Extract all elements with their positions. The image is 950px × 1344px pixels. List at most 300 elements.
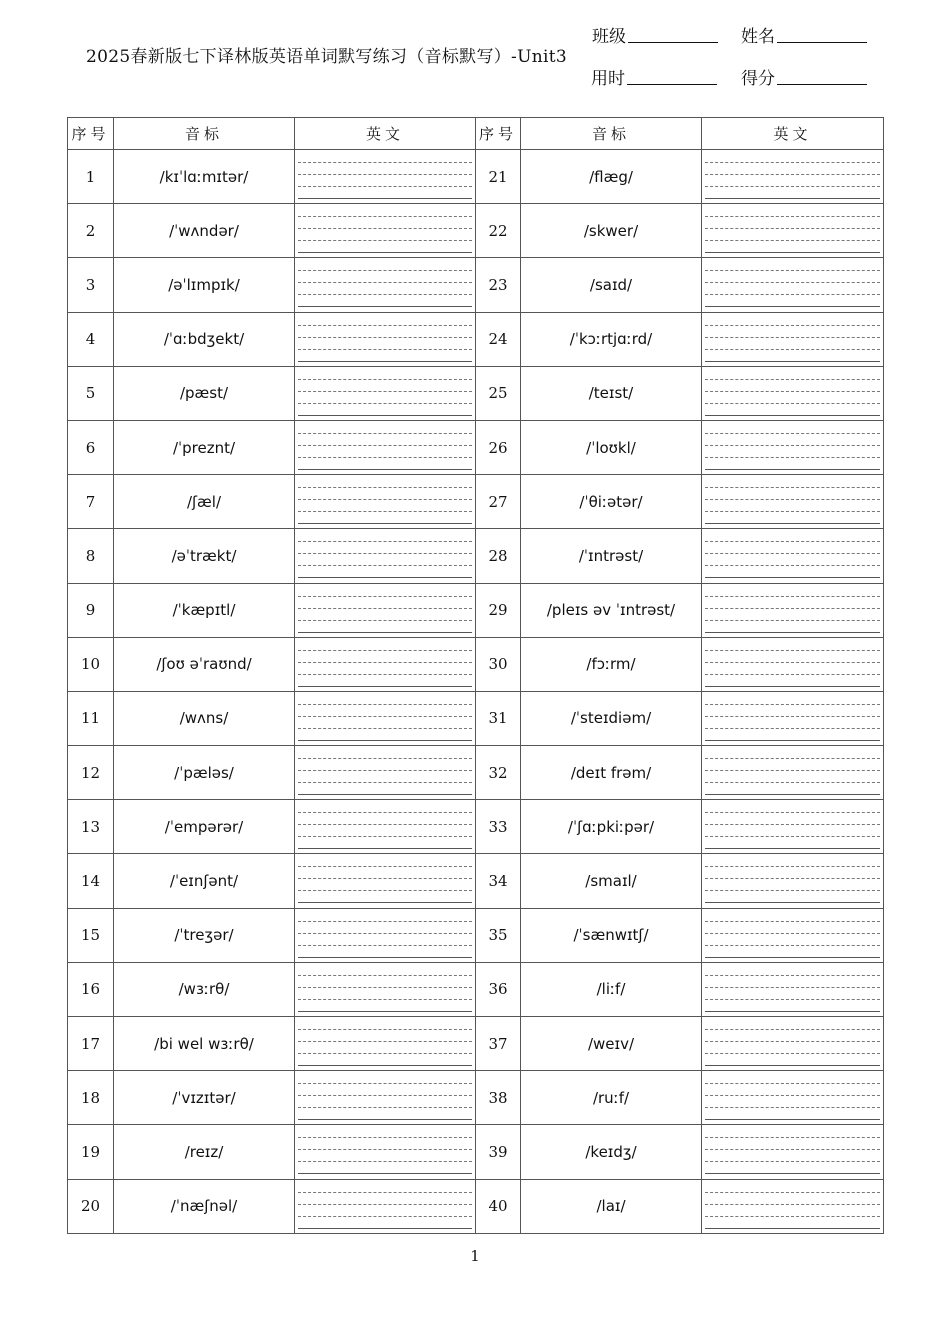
writing-guide-line (705, 216, 880, 217)
writing-guide-line (298, 252, 472, 253)
item-number: 33 (476, 800, 521, 854)
writing-guide-line (298, 240, 472, 241)
phonetic-transcription: /liːf/ (521, 962, 702, 1016)
writing-guide-line (298, 620, 472, 621)
answer-blank[interactable] (295, 800, 476, 854)
writing-guide-line (705, 415, 880, 416)
dictation-table (67, 117, 884, 1234)
writing-guide-line (705, 499, 880, 500)
item-number: 29 (476, 583, 521, 637)
table-row (68, 637, 884, 691)
answer-blank[interactable] (702, 475, 884, 529)
table-row (68, 1179, 884, 1233)
name-label: 姓名 (741, 27, 775, 47)
writing-guide-line (705, 349, 880, 350)
writing-guide-line (705, 541, 880, 542)
writing-guide-line (298, 403, 472, 404)
writing-guide-line (298, 1137, 472, 1138)
writing-guide-line (705, 890, 880, 891)
writing-guide-line (705, 650, 880, 651)
writing-guide-line (705, 240, 880, 241)
answer-blank[interactable] (702, 691, 884, 745)
table-row (68, 583, 884, 637)
writing-guide-line (705, 523, 880, 524)
answer-blank[interactable] (295, 204, 476, 258)
phonetic-transcription: /ˈtreʒər/ (114, 908, 295, 962)
phonetic-transcription: /bi wel wɜːrθ/ (114, 1017, 295, 1071)
writing-guide-line (705, 1029, 880, 1030)
writing-guide-line (705, 337, 880, 338)
writing-guide-line (705, 824, 880, 825)
writing-guide-line (705, 403, 880, 404)
item-number: 40 (476, 1179, 521, 1233)
item-number: 37 (476, 1017, 521, 1071)
writing-guide-line (705, 1228, 880, 1229)
writing-guide-line (705, 306, 880, 307)
writing-guide-line (298, 523, 472, 524)
item-number: 13 (68, 800, 114, 854)
table-row (68, 854, 884, 908)
writing-guide-line (298, 565, 472, 566)
item-number: 20 (68, 1179, 114, 1233)
answer-blank[interactable] (295, 1071, 476, 1125)
item-number: 3 (68, 258, 114, 312)
writing-guide-line (298, 596, 472, 597)
item-number: 34 (476, 854, 521, 908)
writing-guide-line (298, 174, 472, 175)
time-label: 用时 (591, 69, 625, 89)
header-phonetic: 音标 (521, 118, 702, 150)
writing-guide-line (298, 632, 472, 633)
writing-guide-line (298, 812, 472, 813)
writing-guide-line (298, 499, 472, 500)
writing-guide-line (705, 782, 880, 783)
score-label: 得分 (741, 69, 775, 89)
answer-blank[interactable] (295, 312, 476, 366)
writing-guide-line (298, 1173, 472, 1174)
item-number: 39 (476, 1125, 521, 1179)
writing-guide-line (298, 824, 472, 825)
phonetic-transcription: /wʌns/ (114, 691, 295, 745)
phonetic-transcription: /ruːf/ (521, 1071, 702, 1125)
writing-guide-line (298, 457, 472, 458)
writing-guide-line (705, 866, 880, 867)
writing-guide-line (298, 415, 472, 416)
time-field (591, 64, 717, 89)
phonetic-transcription: /ʃoʊ əˈraʊnd/ (114, 637, 295, 691)
item-number: 31 (476, 691, 521, 745)
class-blank[interactable] (628, 41, 718, 43)
writing-guide-line (298, 866, 472, 867)
writing-guide-line (705, 632, 880, 633)
writing-guide-line (705, 921, 880, 922)
item-number: 16 (68, 962, 114, 1016)
answer-blank[interactable] (702, 312, 884, 366)
table-row (68, 746, 884, 800)
answer-blank[interactable] (702, 1017, 884, 1071)
writing-guide-line (705, 957, 880, 958)
table-row (68, 1071, 884, 1125)
writing-guide-line (705, 662, 880, 663)
writing-guide-line (298, 957, 472, 958)
writing-guide-line (298, 987, 472, 988)
phonetic-transcription: /ˈɪntrəst/ (521, 529, 702, 583)
writing-guide-line (298, 650, 472, 651)
name-field (741, 22, 867, 47)
answer-blank[interactable] (702, 366, 884, 420)
writing-guide-line (705, 812, 880, 813)
class-label: 班级 (592, 27, 626, 47)
header-number: 序号 (476, 118, 521, 150)
item-number: 35 (476, 908, 521, 962)
writing-guide-line (298, 294, 472, 295)
table-row (68, 1125, 884, 1179)
item-number: 9 (68, 583, 114, 637)
phonetic-transcription: /weɪv/ (521, 1017, 702, 1071)
writing-guide-line (705, 608, 880, 609)
answer-blank[interactable] (295, 746, 476, 800)
answer-blank[interactable] (295, 1017, 476, 1071)
phonetic-transcription: /ˈpreznt/ (114, 420, 295, 474)
header-phonetic: 音标 (114, 118, 295, 150)
writing-guide-line (298, 282, 472, 283)
answer-blank[interactable] (702, 204, 884, 258)
phonetic-transcription: /ˈkɔːrtjɑːrd/ (521, 312, 702, 366)
table-row (68, 1017, 884, 1071)
writing-guide-line (705, 836, 880, 837)
table-row (68, 908, 884, 962)
phonetic-transcription: /fɔːrm/ (521, 637, 702, 691)
writing-guide-line (705, 391, 880, 392)
answer-blank[interactable] (295, 854, 476, 908)
writing-guide-line (298, 433, 472, 434)
writing-guide-line (705, 686, 880, 687)
writing-guide-line (705, 433, 880, 434)
writing-guide-line (705, 511, 880, 512)
writing-guide-line (705, 553, 880, 554)
phonetic-transcription: /smaɪl/ (521, 854, 702, 908)
writing-guide-line (298, 1161, 472, 1162)
writing-guide-line (298, 1065, 472, 1066)
item-number: 8 (68, 529, 114, 583)
item-number: 15 (68, 908, 114, 962)
phonetic-transcription: /ˈpæləs/ (114, 746, 295, 800)
writing-guide-line (298, 836, 472, 837)
class-field (592, 22, 718, 47)
answer-blank[interactable] (702, 800, 884, 854)
writing-guide-line (298, 902, 472, 903)
phonetic-transcription: /pæst/ (114, 366, 295, 420)
writing-guide-line (705, 728, 880, 729)
writing-guide-line (705, 758, 880, 759)
writing-guide-line (298, 945, 472, 946)
answer-blank[interactable] (702, 529, 884, 583)
writing-guide-line (298, 1204, 472, 1205)
writing-guide-line (298, 728, 472, 729)
phonetic-transcription: /ˈeɪnʃənt/ (114, 854, 295, 908)
writing-guide-line (705, 379, 880, 380)
writing-guide-line (705, 704, 880, 705)
phonetic-transcription: /skwer/ (521, 204, 702, 258)
writing-guide-line (705, 1137, 880, 1138)
table-row (68, 366, 884, 420)
writing-guide-line (705, 794, 880, 795)
writing-guide-line (705, 1041, 880, 1042)
answer-blank[interactable] (702, 150, 884, 204)
writing-guide-line (298, 878, 472, 879)
table-header-row (68, 118, 884, 150)
writing-guide-line (705, 1119, 880, 1120)
writing-guide-line (705, 162, 880, 163)
item-number: 11 (68, 691, 114, 745)
table-row (68, 529, 884, 583)
item-number: 22 (476, 204, 521, 258)
answer-blank[interactable] (702, 1071, 884, 1125)
writing-guide-line (298, 1107, 472, 1108)
phonetic-transcription: /ˈempərər/ (114, 800, 295, 854)
answer-blank[interactable] (295, 637, 476, 691)
item-number: 4 (68, 312, 114, 366)
writing-guide-line (705, 228, 880, 229)
phonetic-transcription: /ʃæl/ (114, 475, 295, 529)
answer-blank[interactable] (295, 962, 476, 1016)
item-number: 1 (68, 150, 114, 204)
writing-guide-line (298, 704, 472, 705)
writing-guide-line (298, 1228, 472, 1229)
item-number: 25 (476, 366, 521, 420)
writing-guide-line (298, 782, 472, 783)
table-row (68, 691, 884, 745)
writing-guide-line (298, 1011, 472, 1012)
answer-blank[interactable] (702, 1125, 884, 1179)
writing-guide-line (298, 1053, 472, 1054)
writing-guide-line (705, 282, 880, 283)
answer-blank[interactable] (702, 746, 884, 800)
table-row (68, 800, 884, 854)
writing-guide-line (298, 770, 472, 771)
phonetic-transcription: /teɪst/ (521, 366, 702, 420)
writing-guide-line (705, 325, 880, 326)
writing-guide-line (298, 216, 472, 217)
writing-guide-line (705, 1011, 880, 1012)
phonetic-transcription: /ˈsteɪdiəm/ (521, 691, 702, 745)
writing-guide-line (705, 902, 880, 903)
item-number: 32 (476, 746, 521, 800)
writing-guide-line (298, 686, 472, 687)
writing-guide-line (298, 921, 472, 922)
item-number: 19 (68, 1125, 114, 1179)
answer-blank[interactable] (295, 150, 476, 204)
score-field (741, 64, 867, 89)
table-row (68, 312, 884, 366)
writing-guide-line (298, 445, 472, 446)
phonetic-transcription: /wɜːrθ/ (114, 962, 295, 1016)
phonetic-transcription: /ˈwʌndər/ (114, 204, 295, 258)
phonetic-transcription: /ˈvɪzɪtər/ (114, 1071, 295, 1125)
table-row (68, 475, 884, 529)
writing-guide-line (705, 987, 880, 988)
answer-blank[interactable] (295, 1179, 476, 1233)
item-number: 18 (68, 1071, 114, 1125)
writing-guide-line (298, 162, 472, 163)
table-row (68, 962, 884, 1016)
writing-guide-line (298, 608, 472, 609)
header-number: 序号 (68, 118, 114, 150)
answer-blank[interactable] (295, 258, 476, 312)
writing-guide-line (298, 1041, 472, 1042)
writing-guide-line (705, 740, 880, 741)
writing-guide-line (298, 577, 472, 578)
writing-guide-line (298, 186, 472, 187)
table-row (68, 258, 884, 312)
item-number: 24 (476, 312, 521, 366)
writing-guide-line (298, 890, 472, 891)
phonetic-transcription: /ˈθiːətər/ (521, 475, 702, 529)
phonetic-transcription: /əˈtrækt/ (114, 529, 295, 583)
answer-blank[interactable] (295, 583, 476, 637)
writing-guide-line (298, 1192, 472, 1193)
table-row (68, 420, 884, 474)
time-blank[interactable] (627, 83, 717, 85)
writing-guide-line (705, 565, 880, 566)
writing-guide-line (705, 620, 880, 621)
writing-guide-line (705, 1161, 880, 1162)
writing-guide-line (705, 975, 880, 976)
writing-guide-line (705, 186, 880, 187)
writing-guide-line (298, 1149, 472, 1150)
answer-blank[interactable] (295, 420, 476, 474)
phonetic-transcription: /reɪz/ (114, 1125, 295, 1179)
phonetic-transcription: /pleɪs əv ˈɪntrəst/ (521, 583, 702, 637)
writing-guide-line (705, 1204, 880, 1205)
writing-guide-line (705, 1053, 880, 1054)
answer-blank[interactable] (702, 583, 884, 637)
phonetic-transcription: /laɪ/ (521, 1179, 702, 1233)
answer-blank[interactable] (702, 908, 884, 962)
writing-guide-line (705, 457, 880, 458)
phonetic-transcription: /flæg/ (521, 150, 702, 204)
item-number: 12 (68, 746, 114, 800)
writing-guide-line (298, 716, 472, 717)
item-number: 6 (68, 420, 114, 474)
writing-guide-line (705, 361, 880, 362)
writing-guide-line (705, 999, 880, 1000)
phonetic-transcription: /deɪt frəm/ (521, 746, 702, 800)
writing-guide-line (298, 1029, 472, 1030)
writing-guide-line (705, 674, 880, 675)
writing-guide-line (298, 511, 472, 512)
answer-blank[interactable] (295, 908, 476, 962)
writing-guide-line (298, 933, 472, 934)
writing-guide-line (298, 325, 472, 326)
writing-guide-line (298, 228, 472, 229)
item-number: 36 (476, 962, 521, 1016)
writing-guide-line (298, 662, 472, 663)
writing-guide-line (298, 674, 472, 675)
name-blank[interactable] (777, 41, 867, 43)
writing-guide-line (705, 174, 880, 175)
writing-guide-line (298, 349, 472, 350)
writing-guide-line (298, 541, 472, 542)
phonetic-transcription: /keɪdʒ/ (521, 1125, 702, 1179)
answer-blank[interactable] (295, 366, 476, 420)
writing-guide-line (705, 933, 880, 934)
item-number: 2 (68, 204, 114, 258)
writing-guide-line (298, 270, 472, 271)
writing-guide-line (705, 1173, 880, 1174)
item-number: 17 (68, 1017, 114, 1071)
answer-blank[interactable] (702, 854, 884, 908)
writing-guide-line (298, 469, 472, 470)
phonetic-transcription: /ˈnæʃnəl/ (114, 1179, 295, 1233)
writing-guide-line (298, 391, 472, 392)
writing-guide-line (298, 487, 472, 488)
answer-blank[interactable] (702, 637, 884, 691)
writing-guide-line (298, 553, 472, 554)
writing-guide-line (298, 337, 472, 338)
writing-guide-line (298, 379, 472, 380)
writing-guide-line (705, 198, 880, 199)
writing-guide-line (705, 1095, 880, 1096)
answer-blank[interactable] (295, 691, 476, 745)
answer-blank[interactable] (702, 258, 884, 312)
answer-blank[interactable] (295, 1125, 476, 1179)
table-row (68, 204, 884, 258)
answer-blank[interactable] (295, 529, 476, 583)
writing-guide-line (298, 1119, 472, 1120)
item-number: 14 (68, 854, 114, 908)
writing-guide-line (298, 758, 472, 759)
writing-guide-line (705, 1065, 880, 1066)
writing-guide-line (298, 975, 472, 976)
writing-guide-line (298, 740, 472, 741)
header-english: 英文 (702, 118, 884, 150)
item-number: 21 (476, 150, 521, 204)
answer-blank[interactable] (702, 962, 884, 1016)
writing-guide-line (705, 716, 880, 717)
item-number: 28 (476, 529, 521, 583)
score-blank[interactable] (777, 83, 867, 85)
answer-blank[interactable] (702, 420, 884, 474)
item-number: 10 (68, 637, 114, 691)
phonetic-transcription: /saɪd/ (521, 258, 702, 312)
writing-guide-line (705, 487, 880, 488)
item-number: 27 (476, 475, 521, 529)
writing-guide-line (705, 878, 880, 879)
phonetic-transcription: /kɪˈlɑːmɪtər/ (114, 150, 295, 204)
writing-guide-line (705, 1216, 880, 1217)
writing-guide-line (298, 848, 472, 849)
writing-guide-line (705, 577, 880, 578)
writing-guide-line (298, 1083, 472, 1084)
page-number: 1 (470, 1247, 480, 1265)
phonetic-transcription: /ˈɑːbdʒekt/ (114, 312, 295, 366)
phonetic-transcription: /ˈʃɑːpkiːpər/ (521, 800, 702, 854)
answer-blank[interactable] (702, 1179, 884, 1233)
writing-guide-line (298, 999, 472, 1000)
phonetic-transcription: /ˈsænwɪtʃ/ (521, 908, 702, 962)
answer-blank[interactable] (295, 475, 476, 529)
writing-guide-line (705, 294, 880, 295)
writing-guide-line (298, 794, 472, 795)
item-number: 23 (476, 258, 521, 312)
item-number: 7 (68, 475, 114, 529)
writing-guide-line (705, 1149, 880, 1150)
phonetic-transcription: /əˈlɪmpɪk/ (114, 258, 295, 312)
writing-guide-line (705, 252, 880, 253)
writing-guide-line (705, 945, 880, 946)
header-english: 英文 (295, 118, 476, 150)
